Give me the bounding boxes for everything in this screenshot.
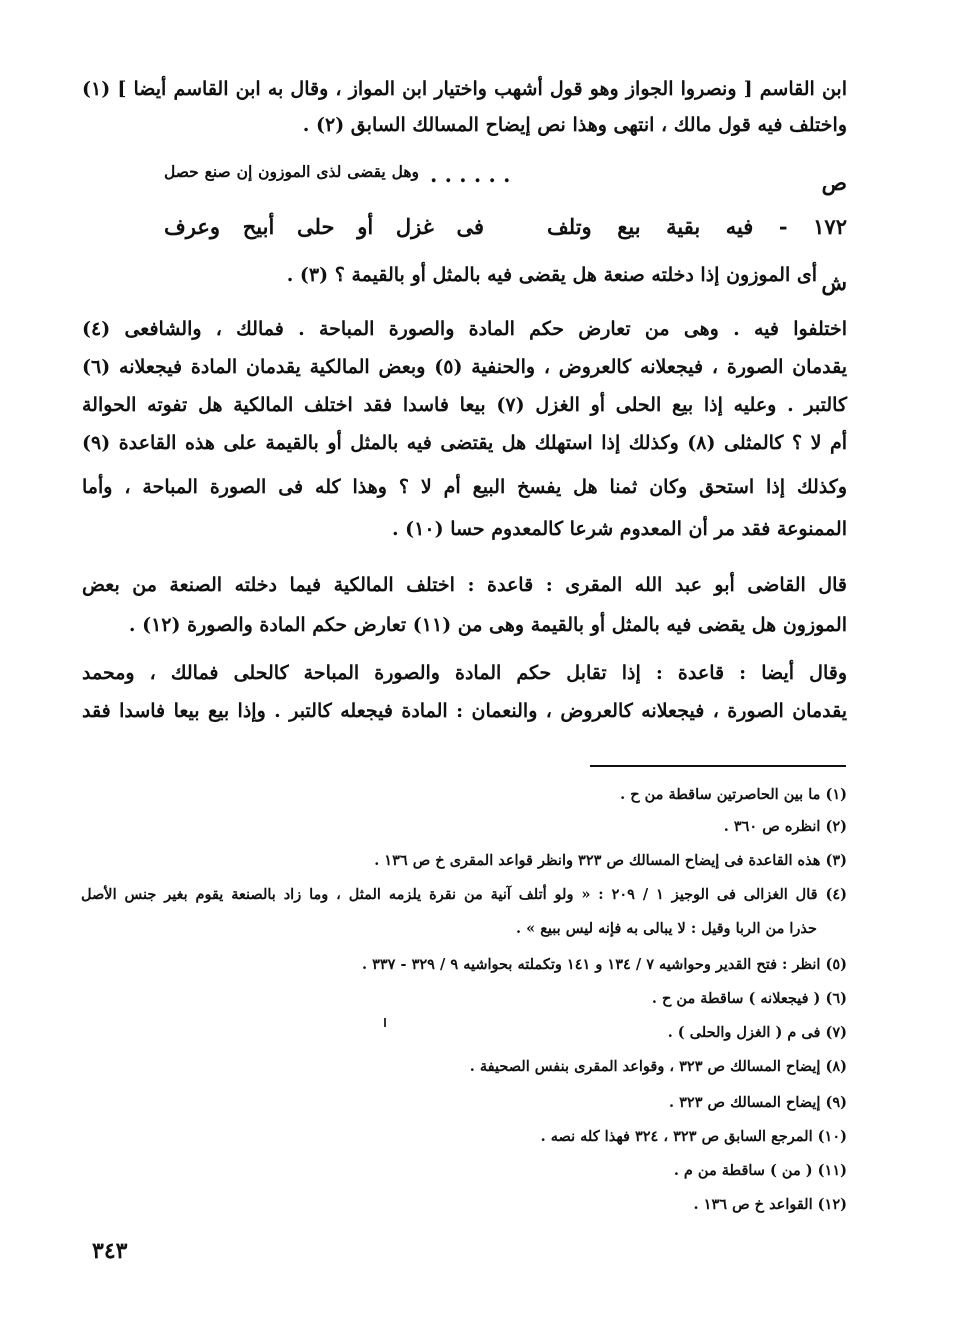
matn-marker: ص [821,170,847,195]
body-line: ابن القاسم [ ونصروا الجواز وهو قول أشهب واختيار ابن المواز ، وقال به ابن القاسم أيضا ] (١) [82,78,847,100]
footnote-separator [590,765,846,767]
footnote: (٤) قال الغزالى فى الوجيز ١ / ٢٠٩ : « ولو أتلف آنية من نقرة يلزمه المثل ، وما زاد بالصنعة يقوم بغير جنس الأصل [81,886,847,903]
sharh-marker: ش [821,270,847,295]
body-line: واختلف فيه قول مالك ، انتهى وهذا نص إيضاح المسالك السابق (٢) . [302,114,847,136]
page-number: ٣٤٣ [92,1238,128,1264]
verse-dots: . . . . . . [430,162,511,187]
body-line: كالتبر . وعليه إذا بيع الحلى أو الغزل (٧) بيعا فاسدا فقد اختلف المالكية هل تفوته الحوالة [82,394,848,416]
body-line: اختلفوا فيه . وهى من تعارض حكم المادة والصورة المباحة . فمالك ، والشافعى (٤) [82,318,847,340]
body-line: قال القاضى أبو عبد الله المقرى : قاعدة : اختلف المالكية فيما دخلته الصنعة من بعض [82,574,847,596]
verse-hemistich: فى غزل أو حلى أبيح وعرف [164,214,484,239]
footnote: (١٢) القواعد خ ص ١٣٦ . [693,1196,847,1213]
footnote: (٩) إيضاح المسالك ص ٣٢٣ . [669,1094,847,1111]
sharh-line: أى الموزون إذا دخلته صنعة هل يقضى فيه بالمثل أو بالقيمة ؟ (٣) . [286,264,817,286]
footnote: (١١) ( من ) ساقطة من م . [673,1162,847,1179]
body-line: أم لا ؟ كالمثلى (٨) وكذلك إذا استهلك هل يقتضى فيه بالمثل أو بالقيمة على هذه القاعدة (٩) [82,432,847,454]
body-line: وكذلك إذا استحق وكان ثمنا هل يفسخ البيع أم لا ؟ وهذا كله فى الصورة المباحة ، وأما [82,476,847,498]
footnote: (٢) انظره ص ٣٦٠ . [723,818,847,835]
body-line: الممنوعة فقد مر أن المعدوم شرعا كالمعدوم حسا (١٠) . [391,518,847,540]
body-line: الموزون هل يقضى فيه بالمثل أو بالقيمة وهى من (١١) تعارض حكم المادة والصورة (١٢) . [128,614,847,636]
body-line: يقدمان الصورة ، فيجعلانه كالعروض ، والنعمان : المادة فيجعله كالتبر . وإذا بيع بيعا فاسدا فقد [82,700,847,722]
footnote: (١٠) المرجع السابق ص ٣٢٣ ، ٣٢٤ فهذا كله نصه . [540,1128,847,1145]
footnote: (١) ما بين الحاصرتين ساقطة من ح . [620,786,847,803]
verse-hemistich: وهل يقضى لذى الموزون إن صنع حصل [164,162,419,181]
footnote: (٦) ( فيجعلانه ) ساقطة من ح . [651,990,847,1007]
footnote: (٧) فى م ( الغزل والحلى ) . [667,1024,847,1041]
print-speck [384,1018,386,1027]
footnote: (٥) انظر : فتح القدير وحواشيه ٧ / ١٣٤ و ١٤١ وتكملته بحواشيه ٩ / ٣٢٩ - ٣٣٧ . [361,956,847,973]
footnote: (٨) إيضاح المسالك ص ٣٢٣ ، وقواعد المقرى بنفس الصحيفة . [469,1058,847,1075]
footnote: (٣) هذه القاعدة فى إيضاح المسالك ص ٣٢٣ وانظر قواعد المقرى خ ص ١٣٦ . [374,852,847,869]
body-line: وقال أيضا : قاعدة : إذا تقابل حكم المادة والصورة المباحة كالحلى فمالك ، ومحمد [82,662,847,684]
body-line: يقدمان الصورة ، فيجعلانه كالعروض ، والحنفية (٥) وبعض المالكية يقدمان المادة فيجعلانه (٦) [82,356,847,378]
verse-hemistich: ١٧٢ - فيه بقية بيع وتلف [547,214,847,239]
footnote-continuation: حذرا من الربا وقيل : لا يبالى به فإنه ليس ببيع » . [516,920,817,937]
